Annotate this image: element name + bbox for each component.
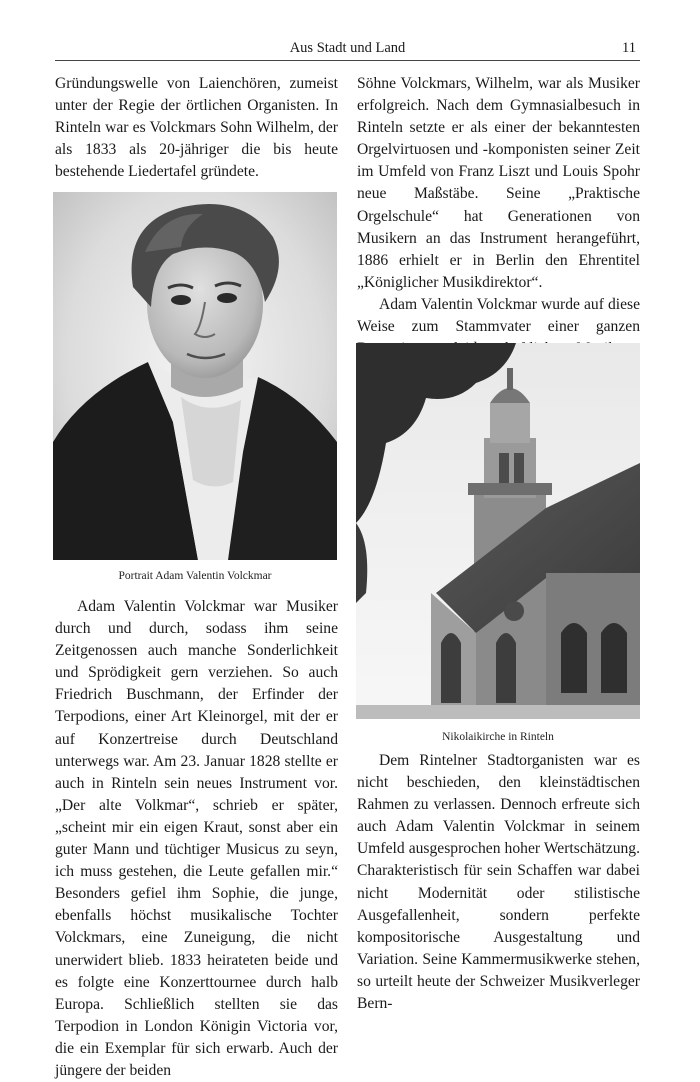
left-column-top: [55, 73, 338, 183]
left-paragraph-2: Adam Valentin Volckmar war Musiker durch und durch, sodass ihm seine Zeitgenossen auch manche Sonderlichkeit und Sprödigkeit gern verziehen. So auch Friedrich Buschmann, der Erfinder der Terpodions, einer Art Kleinorgel, mit der er auf Konzertreise durch Deutschland unterwegs war. Am 23. Januar 1828 stellte er auch in Rinteln sein neues Instrument vor. „Der alte Volkmar“, schrieb er später, „scheint mir ein eigen Kraut, sonst aber ein guter Mann und tüchtiger Musicus zu seyn, ich muss gestehen, die Leute gefallen mir.“ Besonders gefiel ihm Sophie, die junge, ebenfalls höchst musikalische Tochter Volckmars, eine Zuneigung, die nicht unerwidert blieb. 1833 heirateten beide und es folgte eine Konzerttournee durch halb Europa. Schließlich stellten sie das Terpodion in London Königin Victoria vor, die ein Exemplar für sich erwarb. Auch der jüngere der beiden: [55, 598, 338, 1079]
portrait-figure: [53, 192, 337, 560]
page-number: 11: [622, 40, 636, 56]
left-column-bottom: [55, 596, 338, 1082]
church-figure: [356, 343, 640, 719]
portrait-image: [53, 192, 337, 560]
church-image: [356, 343, 640, 719]
header-title: Aus Stadt und Land: [289, 40, 406, 56]
portrait-caption: Portrait Adam Valentin Volckmar: [118, 570, 272, 582]
right-paragraph-3: Dem Rintelner Stadtorganisten war es nicht beschieden, den kleinstädtischen Rahmen zu verlassen. Dennoch erfreute sich auch Adam Valentin Volckmar in seinem Umfeld ausgesprochen hoher Wertschätzung. Charakteristisch für sein Schaffen war dabei nicht Modernität oder stilistische Ausgefallenheit, sondern perfekte kompositorische Ausgestaltung und Variation. Seine Kammermusikwerke stehen, so urteilt heute der Schweizer Musikverleger Bern-: [357, 752, 640, 1013]
right-paragraph-1: Söhne Volckmars, Wilhelm, war als Musiker erfolgreich. Nach dem Gymnasialbesuch in Rinteln setzte er als einer der bekanntesten Orgelvirtuosen und -komponisten seiner Zeit im Umfeld von Franz Liszt und Louis Spohr neue Maßstäbe. Seine „Praktische Orgelschule“ hat Generationen von Musikern an das Instrument herangeführt, 1886 erhielt er in Berlin den Ehrentitel „Königlicher Musikdirektor“.: [357, 75, 640, 291]
left-paragraph-1: Gründungswelle von Laienchören, zumeist unter der Regie der örtlichen Organisten. In Rinteln war es Volckmars Sohn Wilhelm, der als 1833 als 20-jähriger die bis heute bestehende Liedertafel gründete.: [55, 75, 338, 181]
header-rule: [55, 60, 640, 61]
right-column-bottom: [357, 750, 640, 1015]
church-caption: Nikolaikirche in Rinteln: [442, 731, 554, 743]
running-header: [55, 40, 640, 64]
right-paragraph-2: Adam Valentin Volckmar wurde auf diese Weise zum Stammvater einer ganzen: [357, 295, 640, 336]
